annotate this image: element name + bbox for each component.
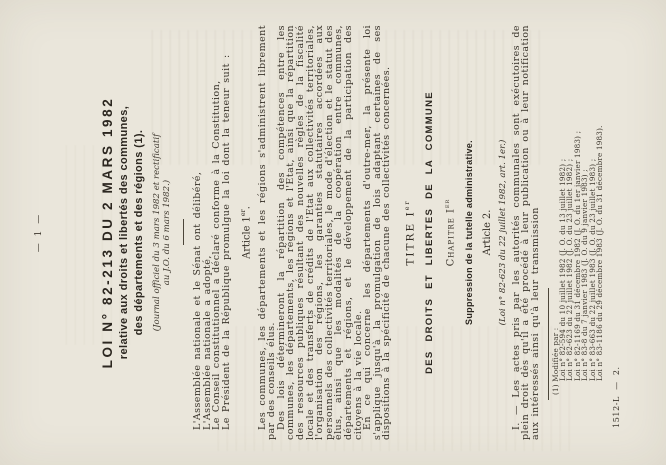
preamble-paragraph: Le Président de la République promulgue la loi dont la teneur suit : [220, 54, 232, 430]
titre-1-ordinal: er [402, 199, 411, 211]
titre-1-label: TITRE I [404, 210, 417, 266]
footnote [552, 77, 604, 395]
article-1-paragraph: Des lois détermineront la répartition des compétences entre les communes, les départements, les régions et l'Etat, ainsi que la répartition des ressources publiques résultant des nouvelles règles de la fiscalité locale et des transferts de crédits de l'Etat aux collectivités territoriales, l'organisation des régions, les garanties statutaires accordées aux personnels des collectivités territoriales, le mode d'élection et le statut des élus, ainsi que les modalités de la coopération entre communes, départements et régions, et le développement de la participation des citoyens à la vie locale. [275, 25, 364, 440]
journal-reference-line1: (Journal officiel du 3 mars 1982 et rectificatif [152, 133, 162, 332]
article-1-period: . [241, 206, 253, 210]
article-1-heading [239, 25, 252, 440]
printer-signature-mark: 1512-L — 2. [612, 366, 622, 428]
chapitre-1-heading [443, 25, 456, 440]
article-1-ordinal: er [239, 209, 248, 217]
footnote-item: Loi n° 82-623 du 22 juillet 1982 (J. O. du 23 juillet 1982) ; [565, 158, 575, 381]
article-1-paragraph: En ce qui concerne les départements d'outre-mer, la présente loi s'applique jusqu'à la promulgation de lois adaptant certaines de ses dispositions à la spécificité de chacune des collectivités concernées. [362, 25, 393, 440]
titre-1-title: DES DROITS ET LIBERTES DE LA COMMUNE [424, 91, 436, 374]
separator-rule [183, 220, 184, 246]
article-2-paragraph: I. — Les actes pris par les autorités communales sont exécutoires de plein droit dès qu'il a été procédé à leur publication ou à leur notification aux intéressés ainsi qu'à leur transmission [510, 25, 541, 440]
article-1-label: Article 1 [241, 216, 253, 259]
chapitre-1-label: Chapitre I [445, 208, 457, 267]
footnote-item: Loi n° 83-8 du 7 janvier 1983 (J. O. du 9 janvier 1983) ; [580, 169, 590, 381]
title-block [100, 25, 172, 440]
footnote-item: Loi n° 82-594 du 10 juillet 1982 (J. O. du 13 juillet 1982) ; [557, 158, 567, 381]
law-subtitle-line2: des départements et des régions (1). [133, 129, 145, 336]
footnote-item: Loi n° 83-1186 du 29 décembre 1983 (J. O. du 31 décembre 1983). [594, 125, 604, 381]
article-2-law-reference: (Loi n° 82-623 du 22 juillet 1982, art. 1er.) [497, 139, 508, 326]
preamble-paragraph: L'Assemblée nationale et le Sénat ont délibéré, [192, 171, 203, 430]
law-subtitle-line1: relative aux droits et libertés des communes, [118, 105, 130, 360]
article-1-paragraph: Les communes, les départements et les régions s'administrent librement par des conseils élus. [256, 25, 278, 440]
titre-1-heading [403, 25, 417, 440]
footnote-rule [548, 288, 549, 400]
article-2-heading: Article 2. [481, 209, 493, 256]
footnote-item: Loi n° 83-663 du 22 juillet 1983 (J. O. du 23 juillet 1983) ; [587, 158, 597, 381]
chapitre-1-ordinal: er [443, 198, 452, 209]
footnote-item: Loi n° 82-1169 du 31 décembre 1982 (J. O. du 1er janvier 1983) ; [572, 130, 582, 381]
journal-reference-line2: au J.O. du 6 mars 1982.) [162, 179, 172, 286]
journal-officiel-reference [152, 25, 172, 440]
preamble-paragraph: Le Conseil constitutionnel a déclaré conforme à la Constitution, [211, 80, 223, 430]
law-title: LOI N° 82-213 DU 2 MARS 1982 [100, 96, 115, 369]
footnote-header: (1) Modifiée par : [550, 327, 560, 395]
section-title: Suppression de la tutelle administrative. [463, 140, 474, 325]
preamble-paragraph: L'Assemblée nationale a adopté, [201, 255, 213, 430]
page-number: — 1 — [34, 212, 44, 253]
